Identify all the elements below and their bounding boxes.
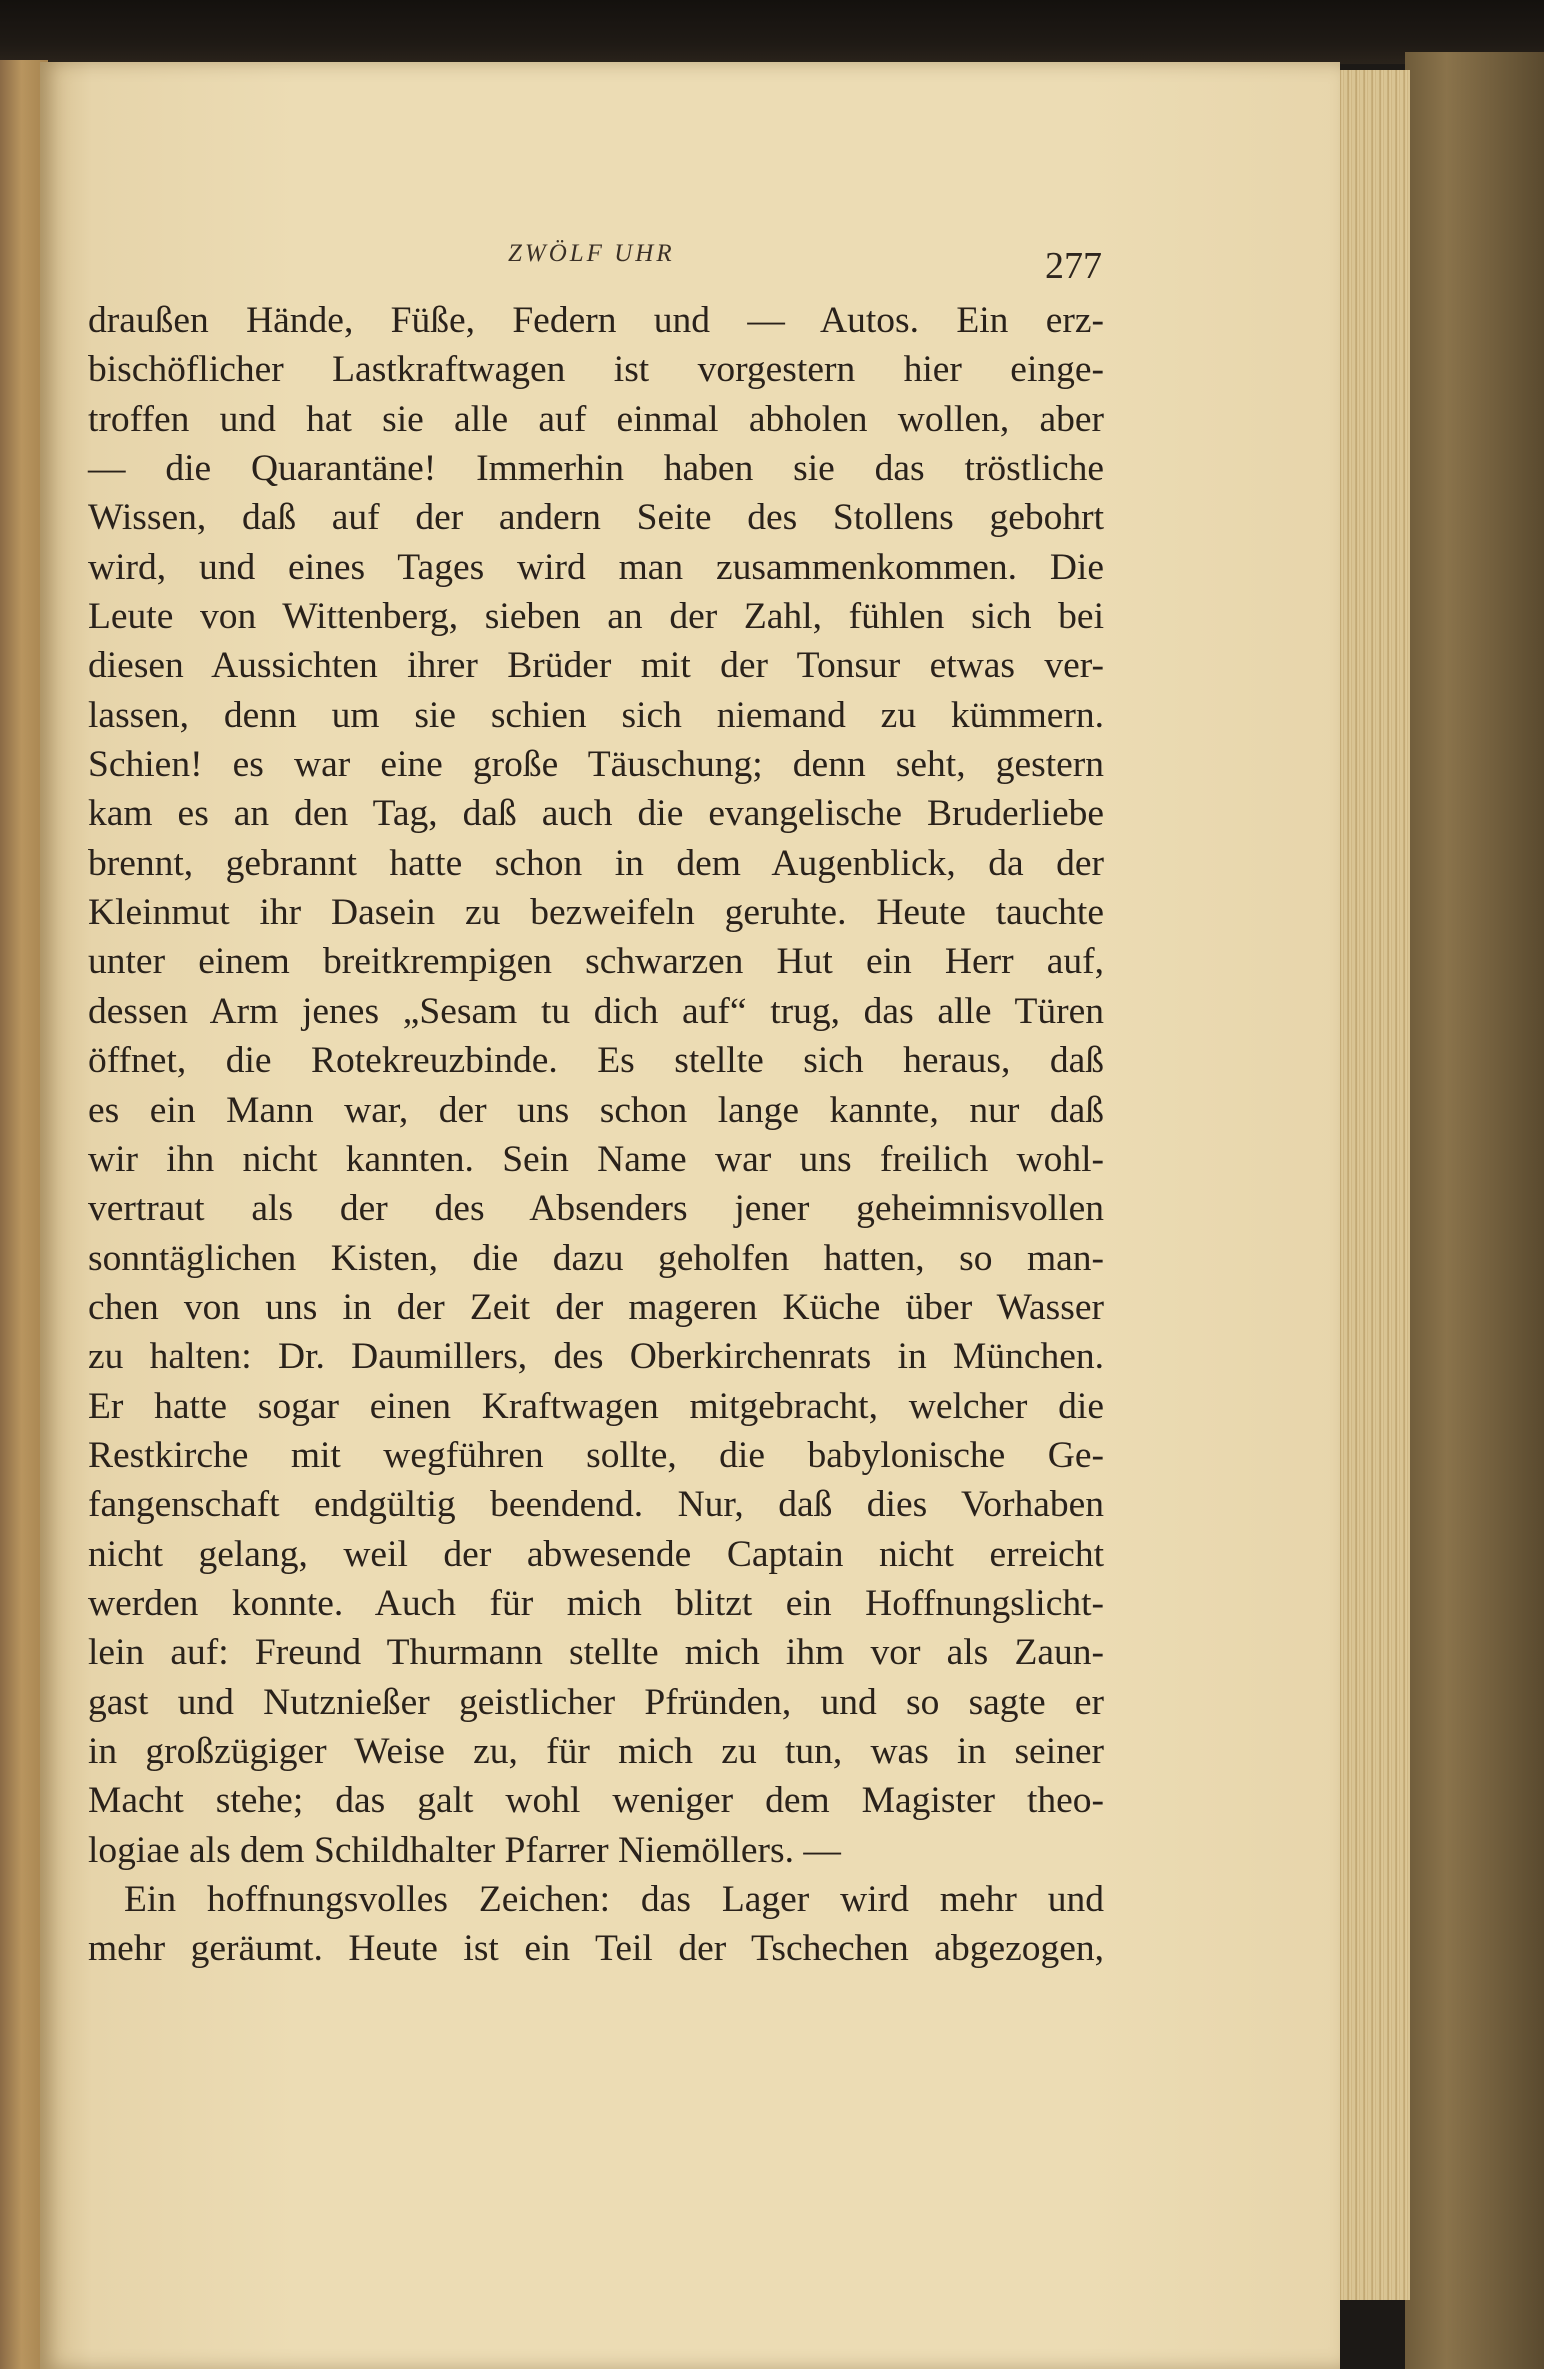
text-line: kam es an den Tag, daß auch die evangelische Bruderliebe	[88, 793, 1104, 835]
text-line: draußen Hände, Füße, Federn und — Autos. Ein erz-	[88, 300, 1104, 341]
text-line: vertraut als der des Absenders jener geheimnisvollen	[88, 1188, 1104, 1230]
text-line: lassen, denn um sie schien sich niemand zu kümmern.	[88, 694, 1104, 736]
page-number: 277	[1045, 245, 1102, 287]
text-line: mehr geräumt. Heute ist ein Teil der Tschechen abgezogen,	[88, 1928, 1104, 1970]
text-line: in großzügiger Weise zu, für mich zu tun, was in seiner	[88, 1730, 1104, 1772]
text-line: nicht gelang, weil der abwesende Captain nicht erreicht	[88, 1533, 1104, 1575]
text-line: brennt, gebrannt hatte schon in dem Augenblick, da der	[88, 842, 1104, 884]
text-line: Kleinmut ihr Dasein zu bezweifeln geruhte. Heute tauchte	[88, 892, 1104, 934]
text-line: gast und Nutznießer geistlicher Pfründen, und so sagte er	[88, 1681, 1104, 1723]
text-line: bischöflicher Lastkraftwagen ist vorgestern hier einge-	[88, 349, 1104, 391]
text-line: unter einem breitkrempigen schwarzen Hut ein Herr auf,	[88, 941, 1104, 983]
text-line: dessen Arm jenes „Sesam tu dich auf“ trug, das alle Türen	[88, 990, 1104, 1032]
body-text	[88, 296, 1104, 1974]
text-line: Restkirche mit wegführen sollte, die babylonische Ge-	[88, 1434, 1104, 1476]
text-line: chen von uns in der Zeit der mageren Küche über Wasser	[88, 1286, 1104, 1328]
text-line: Wissen, daß auf der andern Seite des Stollens gebohrt	[88, 497, 1104, 539]
scan-background-top	[0, 0, 1544, 64]
text-line: fangenschaft endgültig beendend. Nur, daß dies Vorhaben	[88, 1484, 1104, 1526]
text-line: Er hatte sogar einen Kraftwagen mitgebracht, welcher die	[88, 1385, 1104, 1427]
text-line: zu halten: Dr. Daumillers, des Oberkirchenrats in München.	[88, 1336, 1104, 1378]
text-line: Macht stehe; das galt wohl weniger dem Magister theo-	[88, 1780, 1104, 1822]
text-line: wir ihn nicht kannten. Sein Name war uns freilich wohl-	[88, 1138, 1104, 1180]
paragraph-start-line: Ein hoffnungsvolles Zeichen: das Lager wird mehr und	[124, 1879, 1104, 1920]
text-line: wird, und eines Tages wird man zusammenkommen. Die	[88, 546, 1104, 588]
book-cover-board	[1405, 52, 1544, 2369]
paragraph-end-line: logiae als dem Schildhalter Pfarrer Niemöllers. —	[88, 1829, 841, 1871]
text-line: Schien! es war eine große Täuschung; denn seht, gestern	[88, 744, 1104, 786]
text-line: troffen und hat sie alle auf einmal abholen wollen, aber	[88, 398, 1104, 440]
text-line: — die Quarantäne! Immerhin haben sie das tröstliche	[88, 448, 1104, 490]
text-line: werden konnte. Auch für mich blitzt ein Hoffnungslicht-	[88, 1582, 1104, 1624]
text-line: Leute von Wittenberg, sieben an der Zahl, fühlen sich bei	[88, 596, 1104, 638]
text-line: lein auf: Freund Thurmann stellte mich ihm vor als Zaun-	[88, 1632, 1104, 1674]
text-line: öffnet, die Rotekreuzbinde. Es stellte sich heraus, daß	[88, 1040, 1104, 1082]
text-line: sonntäglichen Kisten, die dazu geholfen hatten, so man-	[88, 1237, 1104, 1279]
running-header: ZWÖLF UHR	[508, 240, 675, 267]
text-line: es ein Mann war, der uns schon lange kannte, nur daß	[88, 1089, 1104, 1131]
text-line: diesen Aussichten ihrer Brüder mit der Tonsur etwas ver-	[88, 645, 1104, 687]
